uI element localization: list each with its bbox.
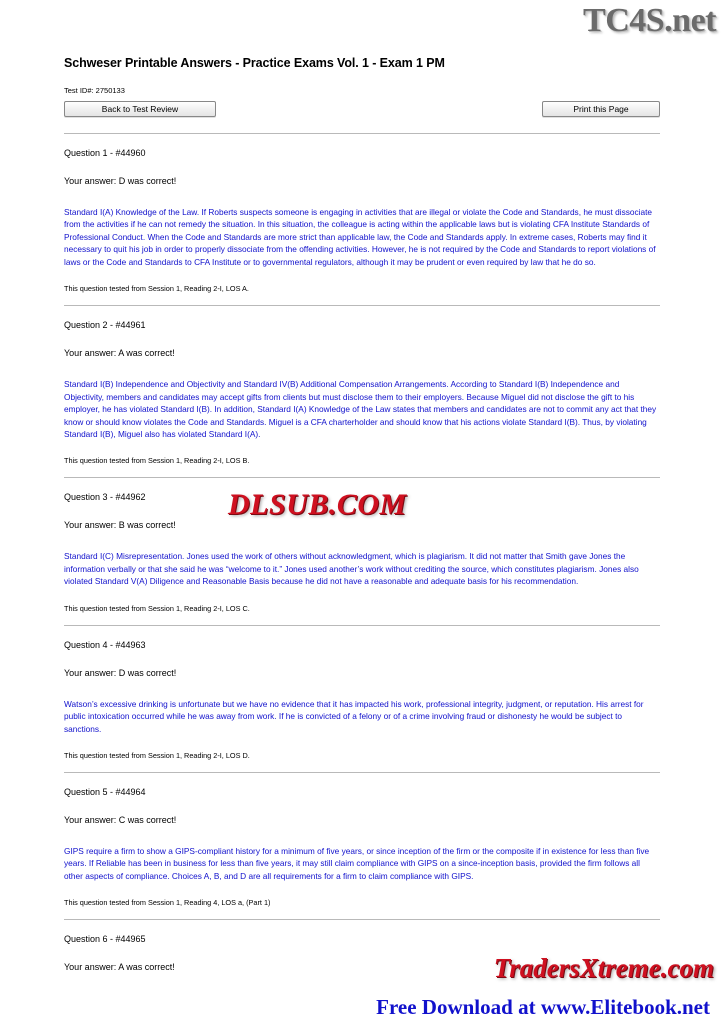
divider [64,477,660,478]
watermark-tc4s: TC4S.net [583,2,716,39]
question-source: This question tested from Session 1, Reading 2-I, LOS D. [64,751,250,760]
question-header: Question 3 - #44962 [64,492,146,503]
divider [64,919,660,920]
question-answer: Your answer: A was correct! [64,962,175,973]
question-source: This question tested from Session 1, Reading 2-I, LOS C. [64,603,250,613]
divider [64,625,660,626]
divider [64,305,660,306]
question-header: Question 1 - #44960 [64,148,146,158]
print-this-page-button[interactable]: Print this Page [542,101,660,117]
watermark-dlsub: DLSUB.COM [228,488,407,521]
divider [64,133,660,134]
question-answer: Your answer: A was correct! [64,348,175,359]
test-id-label: Test ID#: 2750133 [64,86,125,95]
question-block [64,492,660,612]
watermark-free-download: Free Download at www.Elitebook.net [376,995,710,1019]
question-block [64,934,660,972]
question-block [64,787,660,907]
question-source: This question tested from Session 1, Reading 4, LOS a, (Part 1) [64,898,271,908]
question-source: This question tested from Session 1, Reading 2-I, LOS B. [64,456,250,466]
question-answer: Your answer: B was correct! [64,520,176,531]
question-answer: Your answer: C was correct! [64,815,177,825]
question-block [64,640,660,760]
document-content [64,56,660,992]
question-answer: Your answer: D was correct! [64,176,177,186]
divider [64,772,660,773]
question-source: This question tested from Session 1, Reading 2-I, LOS A. [64,284,249,294]
question-block [64,320,660,465]
question-header: Question 2 - #44961 [64,320,146,331]
question-explanation: Standard I(B) Independence and Objectivity and Standard IV(B) Additional Compensation Arrangements. According to Standard I(B) Independence and Objectivity, members and candidates may accept gifts from clients but must disclose them to their employers. Because Miguel did not disclose the gift to his employer, he has violated Standard I(B). In addition, Standard I(A) Knowledge of the Law states that members and candidates are not to commit any act that they know or should know violates the Code and Standards. Miguel is a CFA charterholder and should know that his actions violate Standard I(B). Thus, by violating Standard I(B), Miguel also has violated Standard I(A). [64,379,657,439]
toolbar [64,101,660,119]
question-header: Question 4 - #44963 [64,639,146,650]
question-header: Question 6 - #44965 [64,934,146,945]
page-title: Schweser Printable Answers - Practice Exams Vol. 1 - Exam 1 PM [64,56,445,70]
question-block [64,148,660,293]
back-to-test-review-button[interactable]: Back to Test Review [64,101,216,117]
question-header: Question 5 - #44964 [64,787,146,797]
watermark-tradersxtreme: TradersXtreme.com [493,953,714,983]
question-explanation: GIPS require a firm to show a GIPS-compliant history for a minimum of five years, or since inception of the firm or the composite if in existence for less than five years. If Reliable has been in business for less than five years, it may still claim compliance with GIPS on a since-inception basis, provided the firm follows all other aspects of compliance. Choices A, B, and D are all requirements for a firm to claim compliance with GIPS. [64,846,650,881]
question-explanation: Watson’s excessive drinking is unfortunate but we have no evidence that it has impacted his work, professional integrity, judgment, or reputation. His arrest for public intoxication occurred while he was away from work. If he is convicted of a felony or of a crime involving fraud or dishonesty he would be subject to sanctions. [64,698,644,734]
question-answer: Your answer: D was correct! [64,667,177,678]
question-explanation: Standard I(A) Knowledge of the Law. If Roberts suspects someone is engaging in activities that are illegal or violate the Code and Standards, he must dissociate from the activities if he can not remedy the situation. In this situation, the colleague is acting within the applicable laws but is violating CFA Institute Standards of Professional Conduct. When the Code and Standards are more strict than applicable law, the Code and Standards apply. In extreme cases, Roberts may find it necessary to quit his job in order to properly dissociate from the offending activities. However, he is not required by the Code and Standards to report violations of laws or the Code and Standards to CFA Institute or to governmental regulators, although it may be prudent or even required by law that he do so. [64,207,656,267]
question-explanation: Standard I(C) Misrepresentation. Jones used the work of others without acknowledgment, which is plagiarism. It did not matter that Smith gave Jones the information verbally or that she said he was “welcome to it.” Jones used another’s work without crediting the source, which constitutes plagiarism. Jones also violated Standard V(A) Diligence and Reasonable Basis because he did not have a reasonable and adequate basis for his recommendation. [64,551,639,587]
